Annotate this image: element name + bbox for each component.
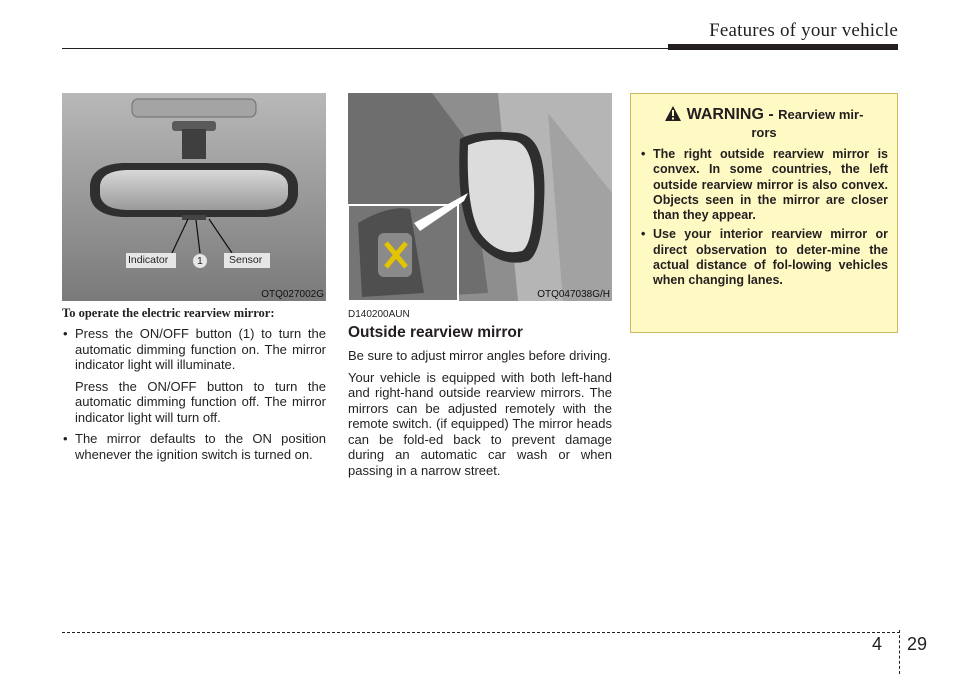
paragraph: Be sure to adjust mirror angles before driving.	[348, 348, 612, 363]
indicator-label: Indicator	[128, 254, 169, 266]
header-rule	[62, 48, 668, 49]
footer-rule	[62, 632, 900, 633]
left-column	[62, 306, 326, 462]
button-number-label: 1	[197, 255, 203, 267]
running-header: Features of your vehicle	[709, 20, 898, 41]
warning-topic-continued: rors	[751, 125, 777, 140]
footer-divider	[899, 630, 900, 674]
interior-mirror-figure	[62, 93, 326, 301]
header-rule-bar	[668, 44, 898, 50]
warning-box	[630, 93, 898, 333]
figure-code: OTQ047038G/H	[537, 289, 610, 300]
warning-item: • Use your interior rearview mirror or direct observation to deter-mine the actual distance of fol-lowing vehicles when changing lanes.	[641, 227, 888, 288]
middle-column	[348, 309, 612, 478]
bullet-item: • The mirror defaults to the ON position whenever the ignition switch is turned on.	[62, 431, 326, 462]
warning-icon	[665, 106, 681, 125]
section-code: D140200AUN	[348, 309, 410, 320]
bullet-item: • Press the ON/OFF button (1) to turn the automatic dimming function on. The mirror indicator light will illuminate.	[62, 326, 326, 373]
section-heading: Outside rearview mirror	[348, 324, 523, 341]
outside-mirror-figure	[348, 93, 612, 301]
paragraph: Your vehicle is equipped with both left-hand and right-hand outside rearview mirrors. The mirrors can be adjusted remotely with the remote switch. (if equipped) The mirror heads can be fold-ed back to prevent damage during an automatic car wash or when passing in a narrow street.	[348, 369, 612, 478]
bullet-continuation: Press the ON/OFF button to turn the automatic dimming function off. The mirror indicator light will turn off.	[75, 378, 326, 425]
warning-title	[631, 106, 897, 141]
warning-list	[631, 147, 897, 289]
sensor-label: Sensor	[229, 254, 263, 266]
figure-code: OTQ027002G	[261, 289, 324, 300]
page-number: 29	[907, 634, 928, 654]
warning-label: WARNING -	[686, 106, 779, 123]
warning-topic: Rearview mir-	[778, 107, 864, 122]
warning-item: • The right outside rearview mirror is convex. In some countries, the left outside rearview mirror is also convex. Objects seen in the mirror are closer than they appear.	[641, 147, 888, 223]
chapter-number: 4	[872, 634, 883, 654]
subheading: To operate the electric rearview mirror:	[62, 306, 275, 320]
